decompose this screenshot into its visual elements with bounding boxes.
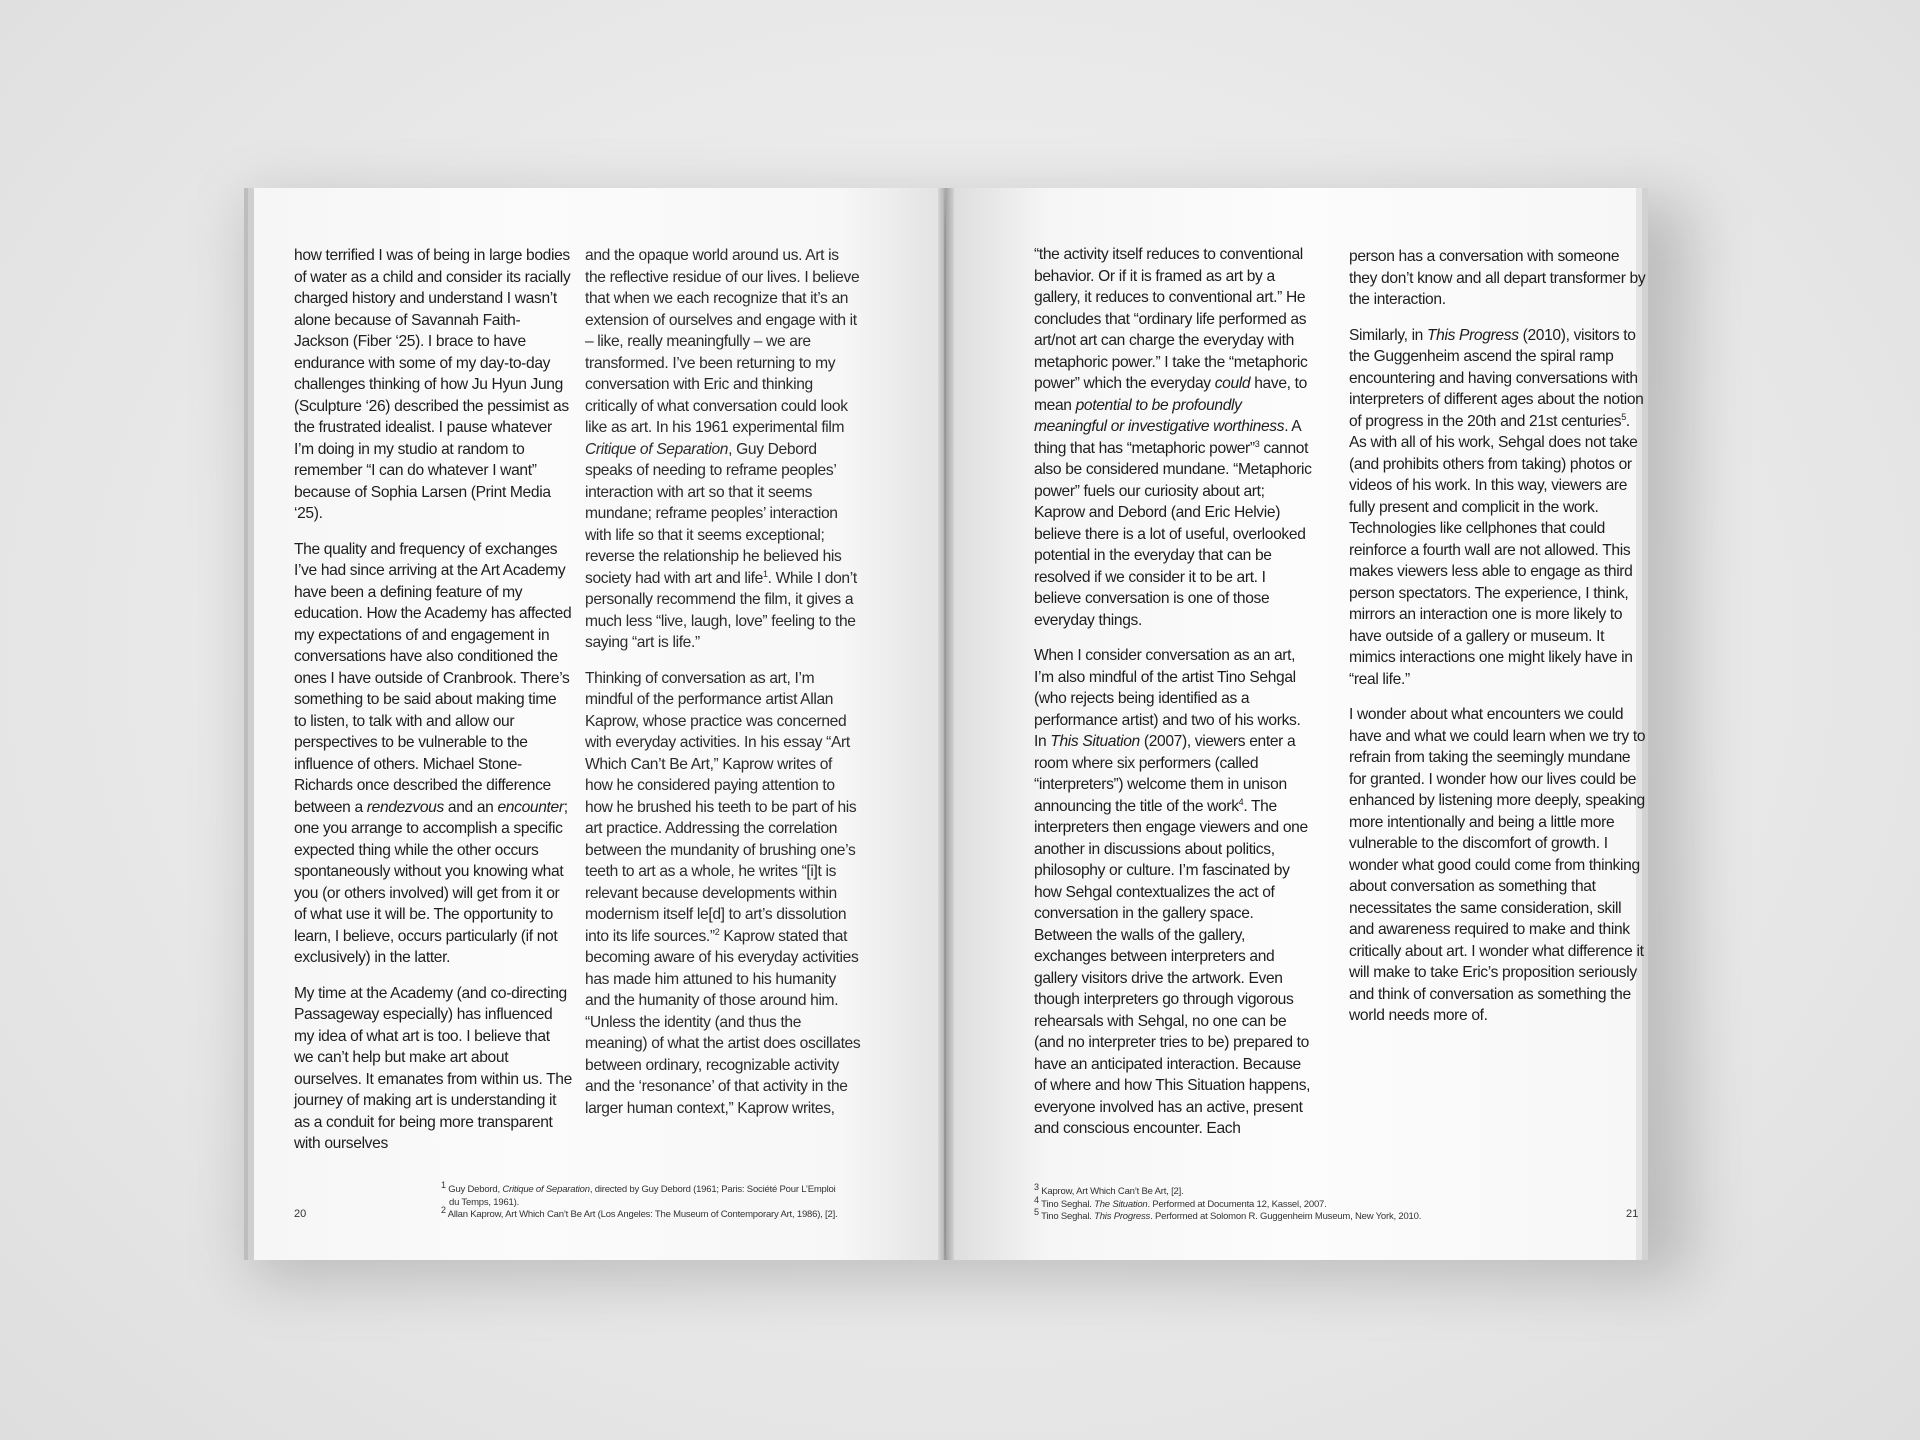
text-run: The quality and frequency of exchanges I’ve had since arriving at the Art Academy have been a defining feature of my education. How the Academy has affected my expectations of and engagement in conversations have also conditioned the ones I have outside of Cranbrook. There’s something to be said about making time to listen, to talk with and allow our perspectives to be vulnerable to the influence of others. Michael Stone-Richards once described the difference between a: [294, 540, 572, 816]
paragraph: [585, 245, 863, 654]
text-run: have, to mean: [1034, 375, 1307, 414]
footnotes: [1034, 1181, 1494, 1224]
footnote-marker: 5: [1621, 411, 1626, 422]
paragraph: I wonder about what encounters we could have and what we could learn when we try to refrain from taking the seemingly mundane for granted. I wonder how our lives could be enhanced by listening more deeply, speaking more intentionally and being a little more vulnerable to the discomfort of growth. I wonder what good could come from thinking about conversation as something that necessitates the same consideration, skill and awareness required to make and think critically about art. I wonder what difference it will make to take Eric’s proposition seriously and think of conversation as something the world needs more of.: [1349, 706, 1646, 1024]
text-run: Guy Debord,: [445, 1184, 503, 1195]
footnote-marker: 4: [1238, 796, 1244, 807]
paragraph: [1034, 244, 1312, 631]
footnote-number: 1: [441, 1179, 446, 1190]
text-run: . A thing that has “metaphoric power”: [1034, 418, 1301, 457]
italic-term: could: [1214, 375, 1251, 392]
text-run: and the opaque world around us. Art is the reflective residue of our lives. I believe that when we each recognize that it’s an extension of ourselves and engage with it – like, really meaningfully – we are transformed. I’ve been returning to my conversation with Eric and thinking critically of what conversation could look like as art. In his 1961 experimental film: [585, 247, 860, 436]
footnote-number: 2: [441, 1204, 446, 1215]
footnote: [1034, 1194, 1494, 1212]
italic-term: The Situation: [1094, 1198, 1148, 1210]
text-run: . Performed at Solomon R. Guggenheim Museum, New York, 2010.: [1150, 1211, 1422, 1222]
artwork-title: This Situation: [1050, 733, 1140, 750]
paragraph: [585, 668, 863, 1120]
paragraph: [294, 539, 572, 969]
text-run: Tino Seghal.: [1038, 1198, 1095, 1210]
text-run: . While I don’t personally recommend the film, it gives a much less “live, laugh, love” feeling to the saying “art is life.”: [585, 569, 857, 651]
paragraph: [1034, 645, 1312, 1140]
footnote-number: 5: [1034, 1206, 1039, 1217]
italic-term: rendezvous: [366, 798, 444, 816]
footnote-number: 4: [1034, 1194, 1039, 1205]
text-run: When I consider conversation as an art, I’m also mindful of the artist Tino Sehgal (who rejects being identified as a performance artist) and two of his works. In: [1034, 647, 1301, 750]
footnote-marker: 2: [714, 926, 720, 937]
italic-term: potential to be profoundly meaningful or investigative worthiness: [1034, 396, 1285, 435]
text-run: ; one you arrange to accomplish a specific expected thing while the other occurs spontaneously without you knowing what you (or others involved) will get from it or of what use it will be. The opportunity to learn, I believe, occurs particularly (if not exclusively) in the latter.: [294, 798, 568, 966]
text-run: . As with all of his work, Sehgal does not take (and prohibits others from taking) photos or videos of his work. In this way, viewers are fully present and complicit in the work. Technologies like cellphones that could reinforce a fourth wall are not allowed. This makes viewers less able to engage as third person spectators. The experience, I think, mirrors an interaction one is more likely to have outside of a gallery or museum. It mimics interactions one might likely have in “real life.”: [1349, 412, 1638, 688]
text-run: and an: [443, 798, 498, 816]
text-run: “the activity itself reduces to conventional behavior. Or if it is framed as art by a gallery, it reduces to conventional art.” He concludes that “ordinary life performed as art/not art can charge the everyday with metaphoric power.” I take the “metaphoric power” which the everyday: [1034, 246, 1308, 392]
footnotes: [441, 1179, 881, 1222]
film-title: Critique of Separation: [585, 440, 729, 458]
left-page-column-2: [585, 245, 863, 1133]
paragraph: how terrified I was of being in large bodies of water as a child and consider its racially charged history and understand I wasn’t alone because of Savannah Faith-Jackson (Fiber ‘25). I brace to have endurance with some of my day-to-day challenges thinking of how Ju Hyun Jung (Sculpture ‘26) described the pessimist as the frustrated idealist. I pause whatever I’m doing in my studio at random to remember “I can do whatever I want” because of Sophia Larsen (Print Media ‘25).: [294, 247, 571, 522]
left-page: [254, 188, 944, 1260]
text-run: . Performed at Documenta 12, Kassel, 2007.: [1147, 1198, 1327, 1210]
artwork-title: This Progress: [1427, 326, 1519, 344]
text-run: Kaprow, Art Which Can’t Be Art, [2].: [1038, 1186, 1184, 1197]
footnote-marker: 3: [1254, 438, 1260, 449]
text-run: , directed by Guy Debord (1961; Paris: Société Pour L’Emploi: [589, 1184, 836, 1195]
left-page-column-1: [294, 245, 572, 1169]
right-page-column-2: [1349, 246, 1649, 1041]
text-run: Tino Seghal.: [1038, 1211, 1095, 1222]
text-run: Thinking of conversation as art, I’m mindful of the performance artist Allan Kaprow, whose practice was concerned with everyday activities. In his essay “Art Which Can’t Be Art,” Kaprow writes of how he considered paying attention to how he brushed his teeth to be part of his art practice. Addressing the correlation between the mundanity of brushing one’s teeth to art as a whole, he writes “[i]t is relevant because developments within modernism itself le[d] to art’s dissolution into its life sources.”: [585, 669, 857, 945]
italic-term: encounter: [497, 798, 564, 816]
text-run: (2007), viewers enter a room where six performers (called “interpreters”) welcome them in unison announcing the title of the work: [1034, 733, 1296, 815]
text-run: , Guy Debord speaks of needing to reframe peoples’ interaction with art so that it seems mundane; reframe peoples’ interaction with life so that it seems exceptional; reverse the relationship he believed his society had with art and life: [585, 440, 842, 587]
text-run: cannot also be considered mundane. “Metaphoric power” fuels our curiosity about art; Kaprow and Debord (and Eric Helvie) believe there is a lot of useful, overlooked potential in the everyday that can be resolved if we consider it to be art. I believe conversation is one of those everyday things.: [1034, 439, 1312, 629]
footnote: [1034, 1206, 1494, 1224]
footnote-number: 3: [1034, 1181, 1039, 1192]
right-page-column-1: [1034, 244, 1312, 1154]
footnote: [441, 1204, 881, 1222]
text-run: Allan Kaprow, Art Which Can’t Be Art (Los Angeles: The Museum of Contemporary Art, 1986), [2].: [445, 1209, 838, 1220]
paragraph: [1349, 325, 1649, 691]
paragraph: My time at the Academy (and co-directing Passageway especially) has influenced my idea of what art is too. I believe that we can’t help but make art about ourselves. It emanates from within us. The journey of making art is understanding it as a conduit for being more transparent with ourselves: [294, 984, 572, 1152]
text-run: Similarly, in: [1349, 326, 1427, 344]
right-page: [946, 188, 1646, 1260]
page-number: 21: [1626, 1208, 1639, 1220]
italic-term: Critique of Separation: [502, 1184, 590, 1195]
page-number: 20: [294, 1208, 307, 1220]
text-run: Kaprow stated that becoming aware of his everyday activities has made him attuned to his humanity and the humanity of those around him. “Unless the identity (and thus the meaning) of what the artist does oscillates between ordinary, recognizable activity and the ‘resonance’ of that activity in the larger human context,” Kaprow writes,: [585, 927, 861, 1117]
text-run: du Temps, 1961).: [449, 1196, 520, 1208]
italic-term: This Progress: [1094, 1211, 1151, 1222]
text-run: . The interpreters then engage viewers and one another in discussions about politics, philosophy or culture. I’m fascinated by how Sehgal contextualizes the act of conversation in the gallery space. Between the walls of the gallery, exchanges between interpreters and gallery visitors drive the artwork. Even though interpreters go through vigorous rehearsals with Sehgal, no one can be (and no interpreter tries to be) prepared to have an anticipated interaction. Because of where and how This Situation happens, everyone involved has an active, present and conscious encounter. Each: [1034, 797, 1311, 1137]
paragraph: person has a conversation with someone they don’t know and all depart transformer by the interaction.: [1349, 248, 1646, 308]
footnote: [1034, 1181, 1494, 1199]
footnote: [441, 1179, 881, 1209]
footnote-marker: 1: [762, 568, 768, 579]
text-run: (2010), visitors to the Guggenheim ascend the spiral ramp encountering and having conversations with interpreters of different ages about the notion of progress in the 20th and 21st centuries: [1349, 326, 1644, 430]
book-gutter: [938, 188, 954, 1260]
